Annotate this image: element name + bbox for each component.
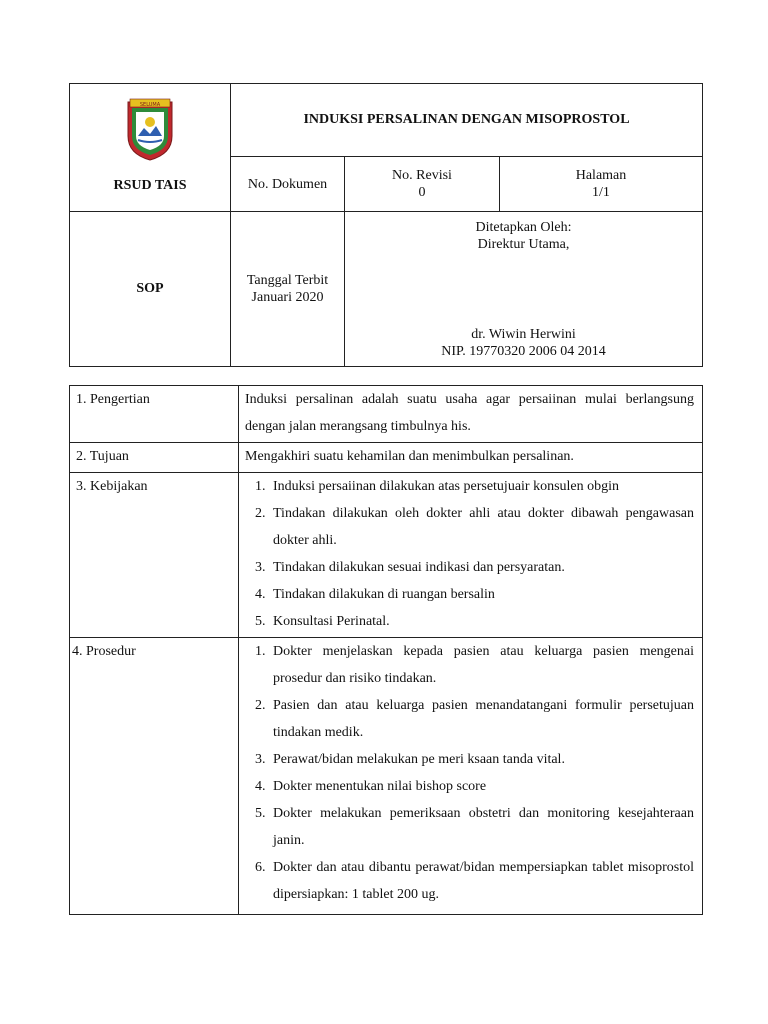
seluma-emblem-icon [124, 96, 176, 162]
ditetapkan-jabatan: Direktur Utama, [477, 237, 570, 252]
list-item: 3. Tindakan dilakukan sesuai indikasi dan persyaratan. [269, 554, 694, 581]
ditetapkan-cell [345, 212, 703, 367]
halaman-cell [500, 157, 703, 212]
tujuan-text: Mengakhiri suatu kehamilan dan menimbulkan persalinan. [239, 443, 703, 473]
signer-nip: NIP. 19770320 2006 04 2014 [441, 344, 606, 359]
list-item: 1. Induksi persaiinan dilakukan atas persetujuair konsulen obgin [269, 473, 694, 500]
pengertian-text: Induksi persalinan adalah suatu usaha agar persaiinan mulai berlangsung dengan jalan merangsang timbulnya his. [239, 386, 703, 443]
row-kebijakan [70, 473, 703, 638]
logo-cell [70, 84, 231, 212]
signer-name: dr. Wiwin Herwini [471, 327, 576, 342]
pengertian-label: 1. Pengertian [70, 386, 239, 443]
list-item: 6. Dokter dan atau dibantu perawat/bidan mempersiapkan tablet misoprostol dipersiapkan: 1 tablet 200 ug. [269, 854, 694, 908]
no-revisi-label: No. Revisi [392, 168, 452, 183]
sop-content-table [69, 385, 703, 915]
row-tujuan [70, 443, 703, 473]
document-title: INDUKSI PERSALINAN DENGAN MISOPROSTOL [231, 84, 703, 157]
list-item: 2. Pasien dan atau keluarga pasien menandatangani formulir persetujuan tindakan medik. [269, 692, 694, 746]
list-item: 2. Tindakan dilakukan oleh dokter ahli atau dokter dibawah pengawasan dokter ahli. [269, 500, 694, 554]
tanggal-terbit-value: Januari 2020 [251, 290, 324, 305]
ditetapkan-label: Ditetapkan Oleh: [475, 220, 572, 235]
tanggal-terbit-label: Tanggal Terbit [246, 273, 329, 288]
prosedur-list [245, 638, 694, 908]
logo-lettering: SELUMA [139, 102, 161, 108]
row-pengertian [70, 386, 703, 443]
hospital-name: RSUD TAIS [113, 178, 187, 193]
list-item: 4. Dokter menentukan nilai bishop score [269, 773, 694, 800]
list-item: 3. Perawat/bidan melakukan pe meri ksaan tanda vital. [269, 746, 694, 773]
tujuan-label: 2. Tujuan [70, 443, 239, 473]
sop-header-table [69, 83, 703, 367]
tanggal-terbit-cell [231, 212, 345, 367]
kebijakan-list-cell [239, 473, 703, 638]
prosedur-list-cell [239, 638, 703, 915]
sop-label: SOP [70, 212, 231, 367]
list-item: 1. Dokter menjelaskan kepada pasien atau keluarga pasien mengenai prosedur dan risiko tindakan. [269, 638, 694, 692]
kebijakan-label: 3. Kebijakan [70, 473, 239, 638]
halaman-value: 1/1 [592, 185, 610, 200]
kebijakan-list [245, 473, 694, 635]
list-item: 4. Tindakan dilakukan di ruangan bersalin [269, 581, 694, 608]
list-item: 5. Dokter melakukan pemeriksaan obstetri dan monitoring kesejahteraan janin. [269, 800, 694, 854]
no-revisi-value: 0 [418, 185, 426, 200]
no-dokumen-cell [231, 157, 345, 212]
list-item: 5. Konsultasi Perinatal. [269, 608, 694, 635]
row-prosedur [70, 638, 703, 915]
no-dokumen-label: No. Dokumen [247, 176, 328, 192]
no-revisi-cell [345, 157, 500, 212]
prosedur-label: 4. Prosedur [70, 638, 239, 915]
halaman-label: Halaman [575, 168, 627, 183]
